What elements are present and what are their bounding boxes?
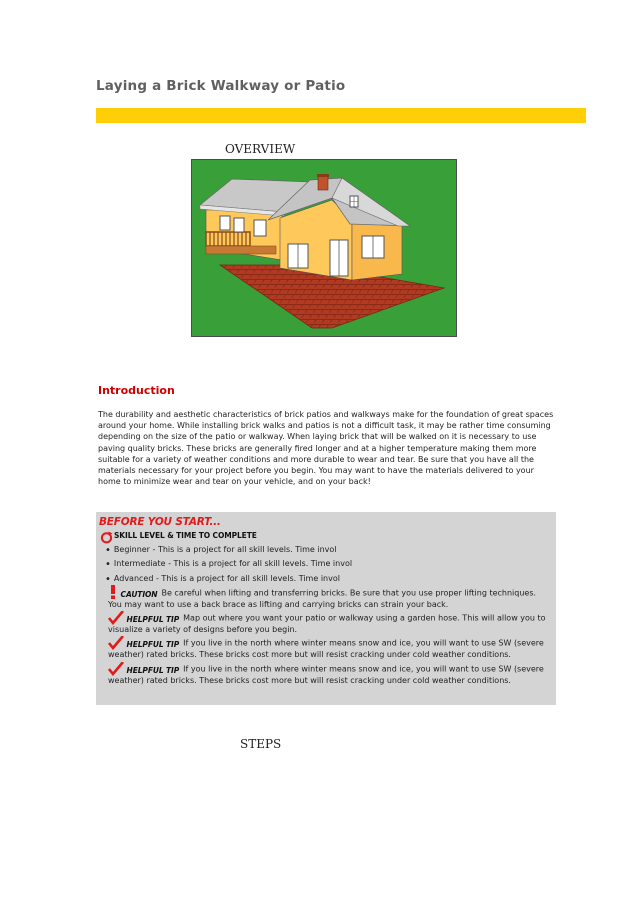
- chimney: [318, 176, 328, 190]
- house-illustration: [191, 159, 457, 337]
- tip-text: Map out where you want your patio or walkway using a garden hose. This will allow you to visualize a variety of designs before you begin.: [108, 613, 546, 634]
- tip-text: If you live in the north where winter means snow and ice, you will want to use SW (severe weather) rated bricks. These bricks cost more but will resist cracking under cold weather conditions.: [108, 664, 544, 685]
- caution-exclamation-icon: [108, 585, 118, 599]
- before-you-start-title: BEFORE YOU START...: [99, 516, 221, 528]
- helpful-tip-label: HELPFUL TIP: [126, 615, 180, 624]
- intro-paragraph: The durability and aesthetic characteristics of brick patios and walkways make for the foundation of great spaces around your home. While installing brick walks and patios is not a difficult task, it may be rather time consuming depending on the size of the patio or walkway. When laying brick that will be walked on it is necessary to use paving quality bricks. These bricks are generally fired longer and at a higher temperature making them more suitable for a variety of weather conditions and more durable to wear and tear. Be sure that you have all the materials necessary for your project before you begin. You may want to have the materials delivered to your home to minimize wear and tear on your vehicle, and on your back!: [98, 410, 554, 487]
- caution-note: [108, 587, 552, 611]
- skill-level-label: SKILL LEVEL & TIME TO COMPLETE: [114, 531, 257, 540]
- tip-note: [108, 663, 552, 687]
- caution-text: Be careful when lifting and transferring bricks. Be sure that you use proper lifting techniques. You may want to use a back brace as lifting and carrying bricks can strain your back.: [108, 588, 537, 609]
- caution-label: CAUTION: [120, 590, 158, 599]
- page-title: Laying a Brick Walkway or Patio: [96, 78, 346, 94]
- helpful-tip-label: HELPFUL TIP: [126, 640, 180, 649]
- checkmark-icon: [108, 636, 124, 650]
- before-you-start-box: [96, 512, 556, 705]
- skill-level-item: • Intermediate - This is a project for all skill levels. Time invol: [105, 559, 353, 570]
- tip-note: [108, 612, 552, 636]
- tip-note: [108, 637, 552, 661]
- checkmark-icon: [108, 611, 124, 625]
- overview-heading: OVERVIEW: [225, 142, 296, 156]
- tip-text: If you live in the north where winter means snow and ice, you will want to use SW (severe weather) rated bricks. These bricks cost more but will resist cracking under cold weather conditions.: [108, 638, 544, 659]
- checkmark-icon: [108, 662, 124, 676]
- steps-heading: STEPS: [240, 737, 282, 751]
- helpful-tip-label: HELPFUL TIP: [126, 666, 180, 675]
- skill-level-item: • Advanced - This is a project for all skill levels. Time invol: [105, 574, 340, 585]
- skill-level-item: • Beginner - This is a project for all skill levels. Time invol: [105, 545, 337, 556]
- intro-heading: Introduction: [98, 384, 175, 397]
- accent-bar: [96, 108, 586, 123]
